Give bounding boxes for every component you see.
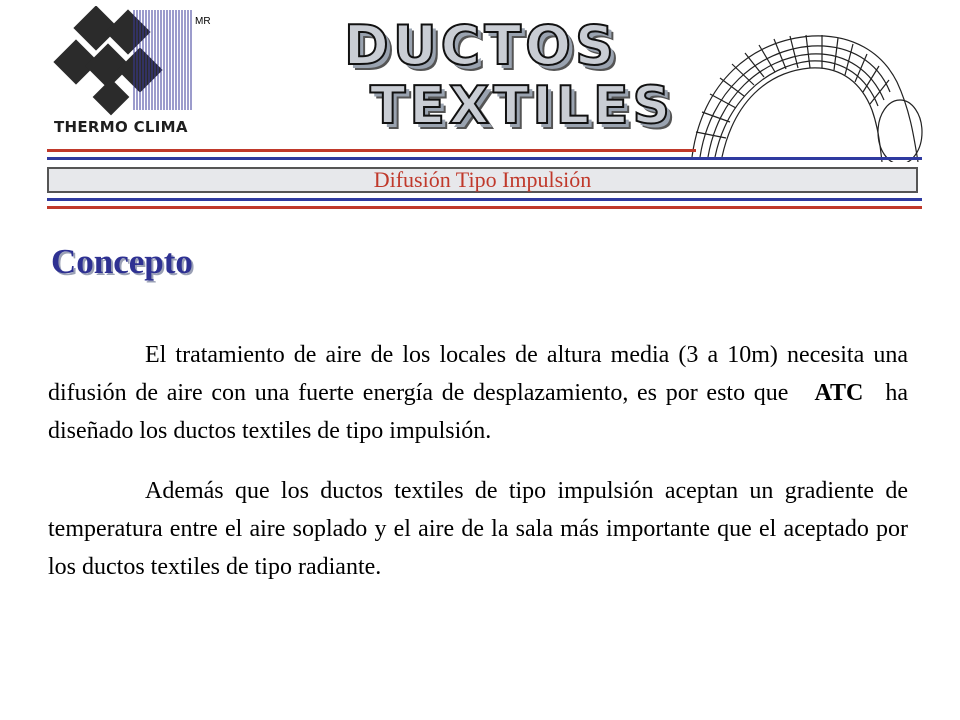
logo-name: THERMO CLIMA: [54, 118, 188, 136]
thermo-clima-logo-icon: [46, 6, 196, 118]
top-blue-rule: [47, 157, 922, 160]
paragraph-2: Además que los ductos textiles de tipo impulsión aceptan un gradiente de temperatura entre el aire soplado y el aire de la sala más importante que el aceptado por los ductos textiles de tipo radiante.: [48, 478, 908, 580]
paragraph-1: [48, 336, 908, 450]
body-text: [48, 336, 908, 608]
brand-name: ATC: [814, 380, 864, 406]
page-title: [330, 10, 675, 140]
title-line-2: TEXTILES: [370, 76, 675, 136]
paragraph-1-start: El tratamiento de aire de los locales de altura media (3 a 10m) necesita una difusión de aire con una fuerte energía de desplazamiento, es por esto que: [48, 342, 908, 406]
paragraph-1-end: ha diseñado los ductos textiles de tipo impulsión.: [48, 380, 908, 444]
textile-duct-illustration: [682, 22, 932, 162]
top-red-rule: [47, 149, 696, 152]
bottom-blue-rule: [47, 198, 922, 201]
title-line-1: DUCTOS: [344, 14, 618, 77]
subtitle-text: Difusión Tipo Impulsión: [373, 167, 592, 192]
section-heading: Concepto: [51, 242, 193, 281]
bottom-red-rule: [47, 206, 922, 209]
thermo-clima-logo: [46, 6, 211, 140]
trademark-mark: MR: [195, 16, 211, 27]
subtitle-bar: [47, 167, 918, 193]
